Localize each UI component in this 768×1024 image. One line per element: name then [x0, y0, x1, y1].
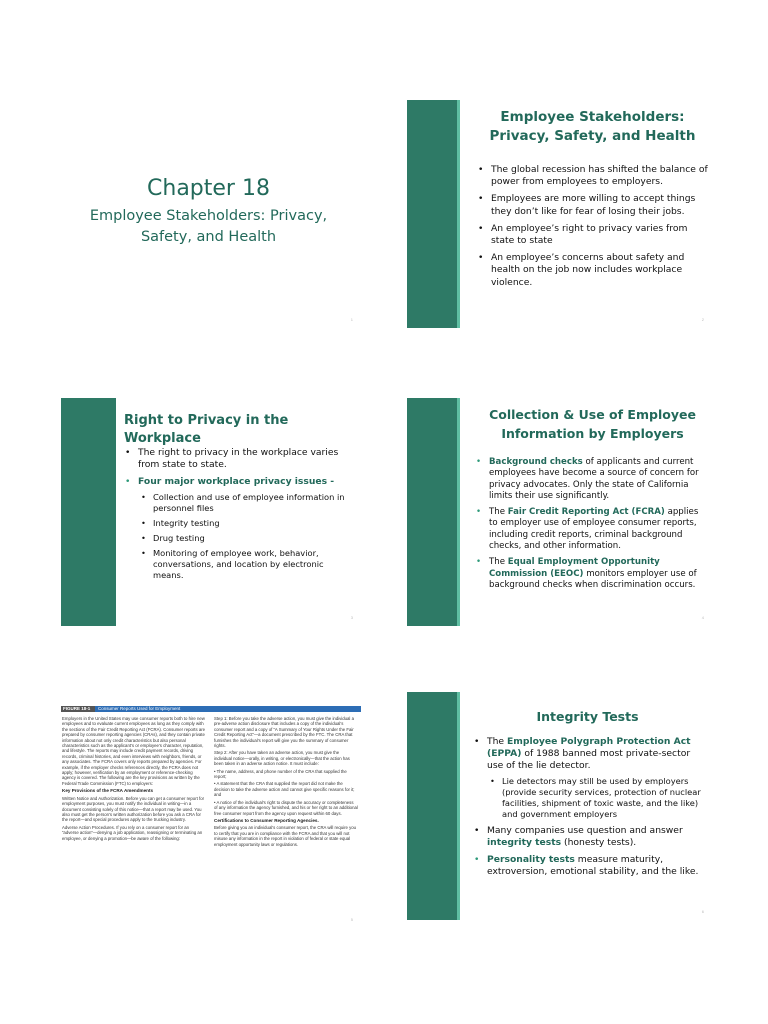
text: of applicants and current employees have become a source of concern for privacy advocates. Only the state of California limits their use significantly. — [489, 457, 699, 501]
text: The — [489, 557, 508, 568]
list-item — [122, 476, 355, 580]
slide-number: 6 — [701, 909, 704, 914]
highlight-text: Four major workplace privacy issues - — [138, 476, 335, 488]
slide-title: Right to Privacy in the Workplace — [124, 413, 289, 446]
slide-5 — [56, 700, 361, 928]
list-item: • Employees are more willing to accept things they don’t like for fear of losing their jobs. — [475, 193, 708, 217]
list-item — [471, 736, 706, 820]
accent-bar — [61, 398, 116, 626]
bullet-list — [471, 736, 706, 883]
figure-heading: Certifications to Consumer Reporting Agencies. — [214, 817, 319, 823]
slide-title: Integrity Tests — [536, 709, 639, 724]
text: The — [489, 507, 508, 518]
slide-6 — [407, 692, 712, 920]
slide-title: Collection & Use of Employee Information by Employers — [489, 407, 696, 441]
highlight-text: integrity tests — [487, 836, 562, 848]
sub-list — [138, 492, 355, 581]
chapter-subtitle: Employee Stakeholders: Privacy, Safety, and Health — [89, 208, 328, 245]
sub-list — [487, 776, 706, 820]
bullet-list — [122, 447, 355, 586]
highlight-text: Equal Employment Opportunity Commission (EEOC) — [489, 557, 660, 579]
text: monitors employer use of background checks when discrimination occurs. — [489, 568, 697, 590]
slide-1 — [56, 100, 361, 328]
accent-stripe — [457, 100, 460, 328]
text: applies to employer use of employee consumer reports, including credit reports, criminal background checks, and other information. — [489, 507, 699, 552]
text: of 1988 banned most private-sector use of the lie detector. — [487, 748, 691, 772]
slide-number: 1 — [350, 317, 353, 322]
figure-header — [61, 706, 361, 712]
text: (honesty tests). — [561, 836, 637, 848]
highlight-text: Personality tests — [487, 854, 575, 866]
list-item — [473, 557, 708, 591]
text: Many companies use question and answer — [487, 824, 683, 836]
accent-bar — [407, 692, 457, 920]
figure-heading: Key Provisions of the FCRA Amendments — [62, 788, 154, 794]
figure-right-column — [214, 716, 358, 849]
list-item — [473, 507, 708, 552]
sub-item: • Drug testing — [138, 533, 355, 544]
slide-number: 3 — [350, 615, 353, 620]
slide-number: 5 — [350, 917, 353, 922]
sub-item: • Monitoring of employee work, behavior, conversations, and location by electronic means. — [138, 548, 355, 581]
slide-number: 2 — [701, 317, 704, 322]
chapter-title: Chapter 18 — [147, 176, 270, 201]
sub-item: • Integrity testing — [138, 518, 355, 529]
list-item — [473, 457, 708, 502]
highlight-text: Employee Polygraph Protection Act (EPPA) — [487, 736, 691, 760]
slide-title: Employee Stakeholders: Privacy, Safety, and Health — [489, 109, 696, 144]
list-item: • An employee’s concerns about safety and health on the job now includes workplace violence. — [475, 252, 708, 289]
accent-stripe — [457, 398, 460, 626]
sub-item: • Lie detectors may still be used by employers (provide security services, protection of nuclear facilities, shipment of toxic waste, and the like) and government employers — [487, 776, 706, 820]
list-item: • An employee’s right to privacy varies from state to state — [475, 223, 708, 247]
figure-paragraph: • The name, address, and phone number of the CRA that supplied the report; — [214, 768, 347, 780]
bullet-list — [475, 164, 708, 294]
figure-paragraph: Written Notice and Authorization. Before you can get a consumer report for employment purposes, you must notify the individual in writing—in a document consisting solely of this notice—that a report may be used. You also must get the person’s written authorization before you ask a CRA for the report—and special procedures apply to the trucking industry. — [62, 795, 205, 823]
figure-paragraph: Before giving you an individual’s consumer report, the CRA will require you to certify that you are in compliance with the FCRA and that you will not misuse any information in the report in violation of federal or state equal employment opportunity laws or regulations. — [214, 825, 357, 847]
accent-bar — [407, 398, 457, 626]
figure-label: FIGURE 18-1 — [63, 706, 91, 711]
text: measure maturity, extroversion, emotional stability, and the like. — [487, 854, 699, 878]
figure-paragraph: • A notice of the individual’s right to dispute the accuracy or completeness of any information the agency furnished, and his or her right to an additional free consumer report from the agency upon request within 60 days. — [214, 799, 358, 816]
figure-paragraph: Step 2: After you have taken an adverse action, you must give the individual notice—orally, in writing, or electronically—that the action has been taken in an adverse action notice. It must include: — [214, 750, 350, 767]
figure-paragraph: Step 1: Before you take the adverse action, you must give the individual a pre-adverse action disclosure that includes a copy of the individual’s consumer report and a copy of “A Summary of Your Rights Under the Fair Credit Reporting Act”—a document prescribed by the FTC. The CRA that furnishes the individual’s report will give you the summary of consumer rights. — [214, 716, 354, 749]
sub-item: • Collection and use of employee information in personnel files — [138, 492, 355, 514]
list-item — [471, 825, 706, 849]
slide-2 — [407, 100, 712, 328]
bullet-list — [473, 457, 708, 596]
figure-title: Consumer Reports Used for Employment — [95, 706, 361, 712]
highlight-text: Fair Credit Reporting Act (FCRA) — [507, 507, 665, 518]
figure-paragraph: • A statement that the CRA that supplied the report did not make the decision to take the adverse action and cannot give specific reasons for it; and — [214, 781, 355, 798]
slide-3 — [56, 398, 361, 626]
figure-left-column — [62, 716, 206, 843]
list-item — [471, 854, 706, 878]
slide-number: 4 — [701, 615, 704, 620]
text: The — [487, 736, 508, 747]
figure-paragraph: Employers in the United States may use consumer reports both to hire new employees and to evaluate current employees as long as they comply with the sections of the Fair Credit Reporting Act (FCRA). Consumer reports are prepared by consumer reporting agencies (CRAs), and they contain private information about not only credit characteristics but also personal characteristics such as the applicant’s or employee’s character, reputation, and lifestyle. The reports may include credit payment records, driving records, criminal histories, and even interviews with neighbors, friends, or any associates. The FCRA covers only reports prepared by agencies. For example, if the employer checks references directly, the FCRA does not apply; however, verification by an employment or reference-checking agency is covered. The following are the key provisions as written by the Federal Trade Commission (FTC) to employers: — [62, 716, 206, 786]
figure-paragraph: Adverse Action Procedures. If you rely on a consumer report for an “adverse action”—denying a job application, reassigning or terminating an employee, or denying a promotion—be aware of the following: — [62, 824, 203, 841]
list-item: • The right to privacy in the workplace varies from state to state. — [122, 447, 355, 471]
slide-4 — [407, 398, 712, 626]
list-item: • The global recession has shifted the balance of power from employees to employers. — [475, 164, 708, 188]
accent-stripe — [457, 692, 460, 920]
highlight-text: Background checks — [489, 457, 583, 467]
accent-bar — [407, 100, 457, 328]
